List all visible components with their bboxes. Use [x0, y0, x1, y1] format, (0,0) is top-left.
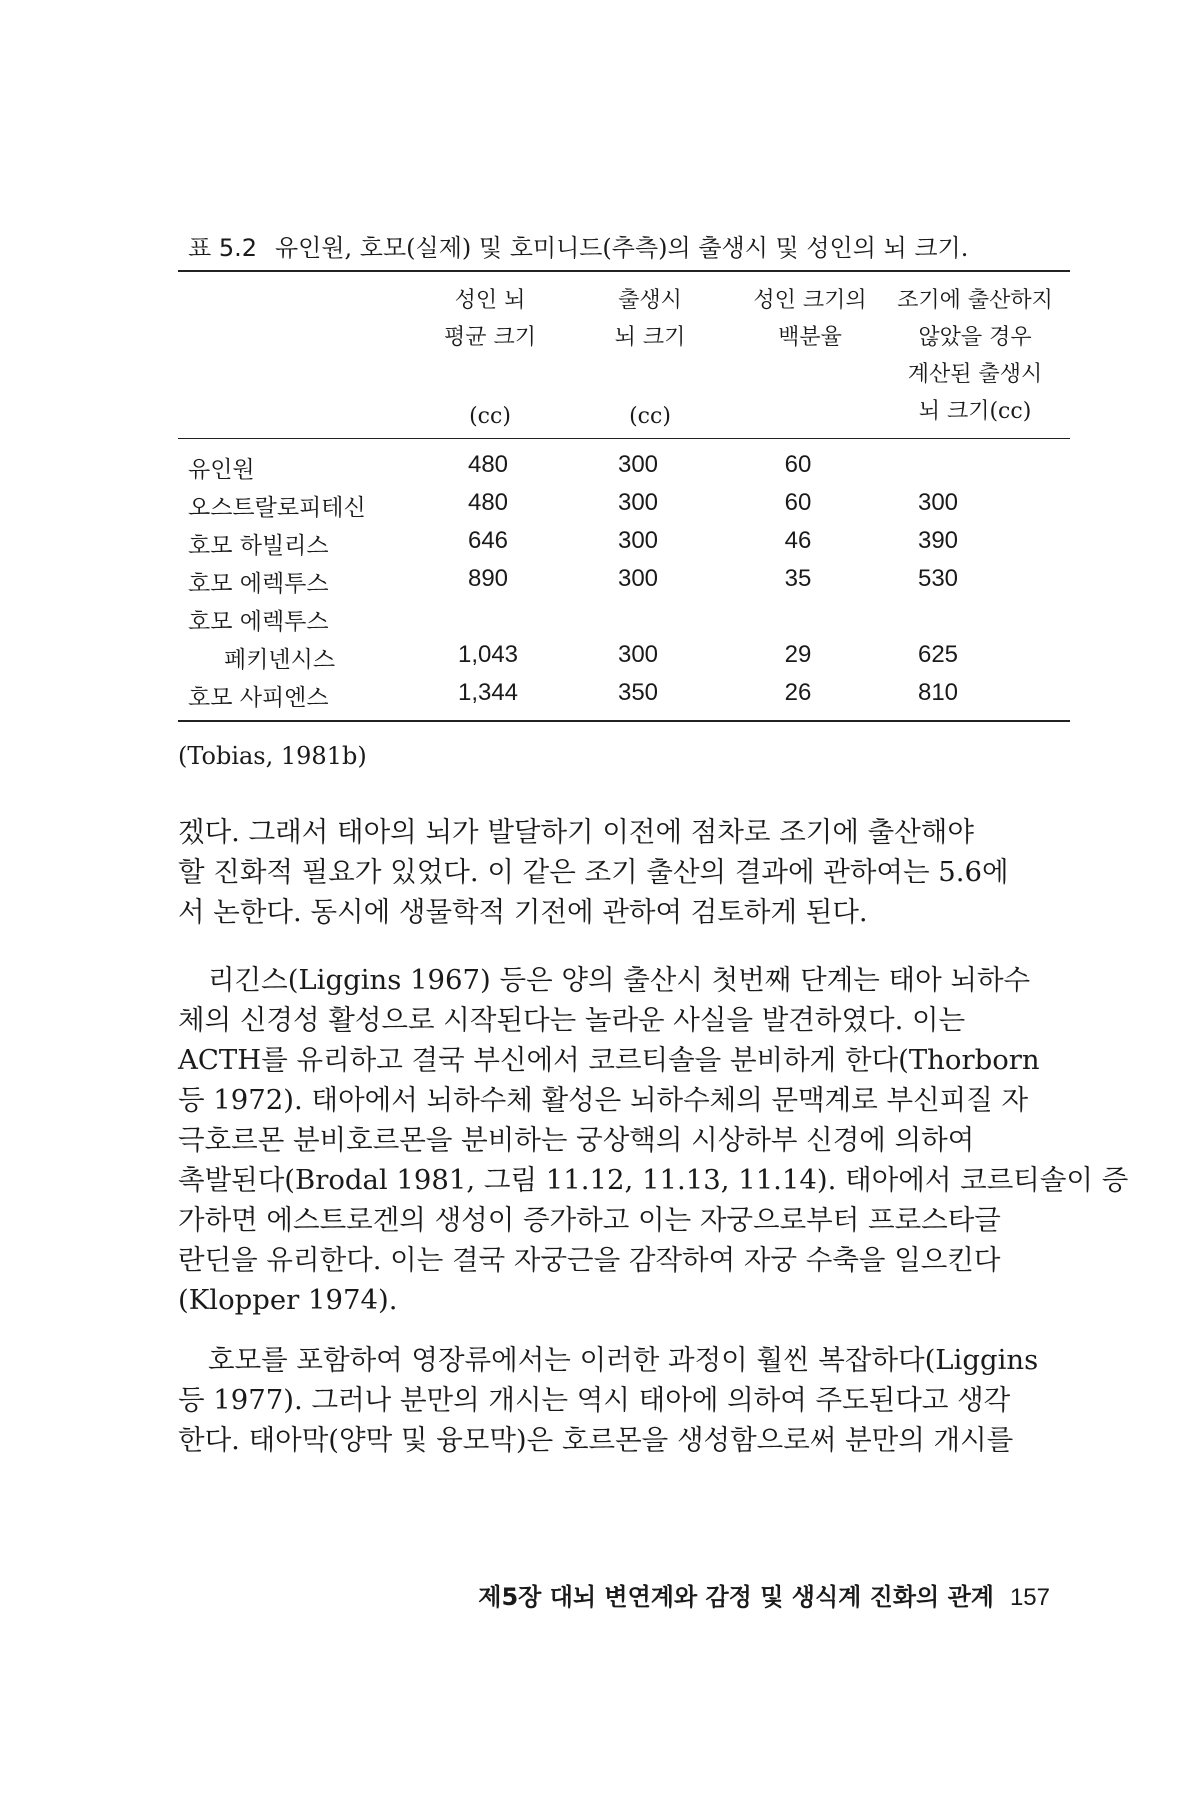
- row-name: 페키넨시스: [224, 647, 336, 673]
- row-percent: 46: [784, 527, 812, 554]
- row-name: 호모 하빌리스: [188, 533, 329, 559]
- table-source: (Tobias, 1981b): [178, 742, 367, 770]
- row-birth: 300: [617, 489, 659, 516]
- row-calc: 625: [917, 641, 959, 668]
- row-name: 유인원: [188, 457, 255, 483]
- table-header-rule: [178, 438, 1070, 439]
- header-birth: 출생시 뇌 크기: [614, 288, 686, 350]
- table-row: [178, 489, 1070, 527]
- row-adult: 1,344: [457, 679, 519, 706]
- row-birth: 300: [617, 641, 659, 668]
- row-calc: 300: [917, 489, 959, 516]
- table-row: [178, 603, 1070, 641]
- row-calc: 530: [917, 565, 959, 592]
- row-adult: 1,043: [457, 641, 519, 668]
- row-percent: 60: [784, 451, 812, 478]
- row-percent: 35: [784, 565, 812, 592]
- row-percent: 26: [784, 679, 812, 706]
- header-adult-unit: (cc): [469, 404, 511, 429]
- table-caption: [188, 228, 1068, 263]
- row-birth: 350: [617, 679, 659, 706]
- table-title: 유인원, 호모(실제) 및 호미니드(추측)의 출생시 및 성인의 뇌 크기.: [274, 234, 969, 262]
- table-top-rule: [178, 270, 1070, 272]
- row-adult: 480: [467, 489, 509, 516]
- row-calc: 810: [917, 679, 959, 706]
- header-calculated: 조기에 출산하지 않았을 경우 계산된 출생시 뇌 크기(cc): [897, 288, 1053, 424]
- header-birth-unit: (cc): [629, 404, 671, 429]
- paragraph-2: 리긴스(Liggins 1967) 등은 양의 출산시 첫번째 단계는 태아 뇌하수 체의 신경성 활성으로 시작된다는 놀라운 사실을 발견하였다. 이는 ACTH를 유리하고 결국 부신에서 코르티솔을 분비하게 한다(Thorborn 등 1972). 태아에서 뇌하수체 활성은 뇌하수체의 문맥계로 부신피질 자 극호르몬 분비호르몬을 분비하는 궁상핵의 시상하부 신경에 의하여 촉발된다(Brodal 1981, 그림 11.12, 11.13, 11.14). 태아에서 코르티솔이 증 가하면 에스트로겐의 생성이 증가하고 이는 자궁으로부터 프로스타글 란딘을 유리한다. 이는 결국 자궁근을 감작하여 자궁 수축을 일으킨다 (Klopper 1974).: [178, 964, 1129, 1316]
- page-number: 157: [1009, 1584, 1050, 1611]
- paragraph-1: 겠다. 그래서 태아의 뇌가 발달하기 이전에 점차로 조기에 출산해야 할 진화적 필요가 있었다. 이 같은 조기 출산의 결과에 관하여는 5.6에 서 논한다. 동시에 생물학적 기전에 관하여 검토하게 된다.: [178, 816, 1009, 928]
- table-row: [178, 527, 1070, 565]
- row-birth: 300: [617, 451, 659, 478]
- row-adult: 480: [467, 451, 509, 478]
- table-bottom-rule: [178, 720, 1070, 722]
- row-birth: 300: [617, 527, 659, 554]
- table-row: [178, 451, 1070, 489]
- chapter-title: 제5장 대뇌 변연계와 감정 및 생식계 진화의 관계: [478, 1583, 994, 1611]
- paragraph-3: 호모를 포함하여 영장류에서는 이러한 과정이 훨씬 복잡하다(Liggins 등 1977). 그러나 분만의 개시는 역시 태아에 의하여 주도된다고 생각 한다. 태아막(양막 및 융모막)은 호르몬을 생성함으로써 분만의 개시를: [178, 1344, 1039, 1456]
- header-percent: 성인 크기의 백분율: [753, 288, 867, 350]
- header-adult: 성인 뇌 평균 크기: [443, 288, 536, 350]
- table-row: [178, 641, 1070, 679]
- table-row: [178, 679, 1070, 717]
- row-adult: 646: [467, 527, 509, 554]
- row-name: 호모 사피엔스: [188, 685, 329, 711]
- row-percent: 29: [784, 641, 812, 668]
- table-row: [178, 565, 1070, 603]
- row-birth: 300: [617, 565, 659, 592]
- page-footer: [400, 1577, 1050, 1612]
- row-adult: 890: [467, 565, 509, 592]
- row-name: 호모 에렉투스: [188, 571, 329, 597]
- row-percent: 60: [784, 489, 812, 516]
- table-number: 표 5.2: [188, 234, 257, 262]
- row-name: 오스트랄로피테신: [188, 495, 366, 521]
- row-calc: 390: [917, 527, 959, 554]
- row-name: 호모 에렉투스: [188, 609, 329, 635]
